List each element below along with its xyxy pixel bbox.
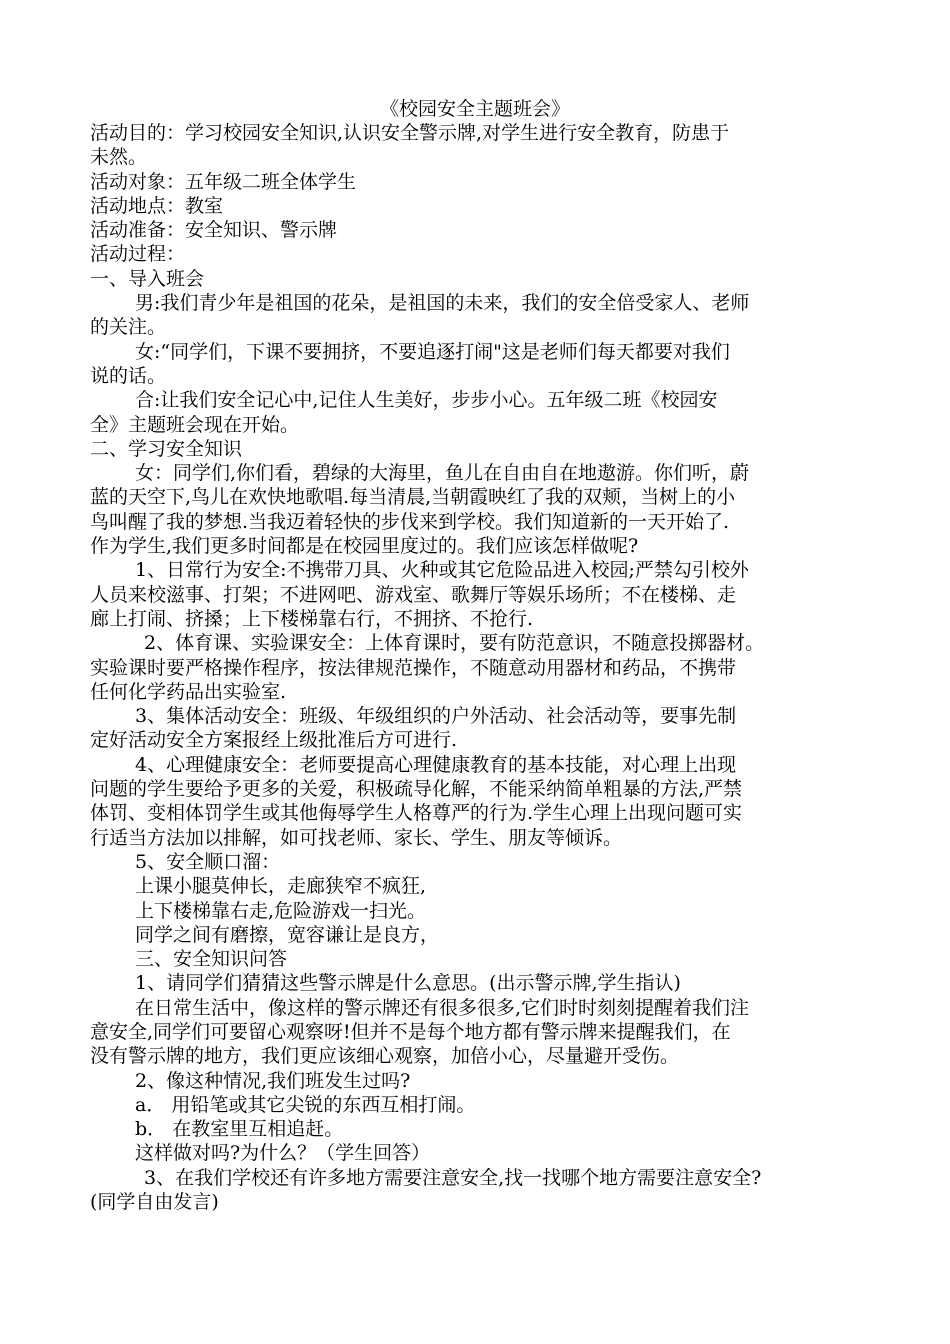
text-line: 全》主题班会现在开始。 — [90, 413, 300, 436]
text-line: 活动目的：学习校园安全知识,认识安全警示牌,对学生进行安全教育，防患于 — [90, 122, 730, 144]
document-body — [90, 121, 860, 1214]
text-line: 实验课时要严格操作程序，按法律规范操作，不随意动用器材和药品，不携带 — [90, 656, 737, 679]
text-line: 蓝的天空下,鸟儿在欢快地歌唱.每当清晨,当朝霞映红了我的双颊，当树上的小 — [90, 486, 736, 509]
text-line: 2、体育课、实验课安全：上体育课时，要有防范意识，不随意投掷器材。 — [144, 632, 765, 655]
text-line: a． 用铅笔或其它尖锐的东西互相打闹。 — [135, 1093, 476, 1116]
text-line: 5、安全顺口溜： — [135, 850, 281, 873]
text-line: 上课小腿莫伸长，走廊狭窄不疯狂, — [135, 875, 427, 898]
text-line: 的关注。 — [90, 316, 167, 339]
text-line: 廊上打闹、挤搡；上下楼梯靠右行，不拥挤、不抢行. — [90, 607, 534, 630]
text-line: 问题的学生要给予更多的关爱，积极疏导化解，不能采纳简单粗暴的方法,严禁 — [90, 778, 743, 801]
text-line: 女:“同学们，下课不要拥挤，不要追逐打闹"这是老师们每天都要对我们 — [135, 340, 730, 363]
text-line: (同学自由发言) — [90, 1191, 219, 1214]
text-line: 女：同学们,你们看，碧绿的大海里，鱼儿在自由自在地遨游。你们听，蔚 — [135, 462, 750, 485]
text-line: 二、学习安全知识 — [90, 437, 243, 460]
text-line: 2、像这种情况,我们班发生过吗? — [135, 1069, 411, 1092]
text-line: 行适当方法加以排解，如可找老师、家长、学生、朋友等倾诉。 — [90, 826, 623, 849]
text-line: 1、日常行为安全:不携带刀具、火种或其它危险品进入校园;严禁勾引校外 — [135, 559, 749, 582]
text-line: 在日常生活中，像这样的警示牌还有很多很多,它们时时刻刻提醒着我们注 — [135, 996, 750, 1019]
text-line: 合:让我们安全记心中,记住人生美好，步步小心。五年级二班《校园安 — [135, 389, 718, 412]
text-line: 没有警示牌的地方，我们更应该细心观察，加倍小心，尽量避开受伤。 — [90, 1045, 680, 1068]
text-line: 3、在我们学校还有许多地方需要注意安全,找一找哪个地方需要注意安全? — [144, 1166, 762, 1189]
text-line: 三、安全知识问答 — [135, 948, 288, 971]
text-line: 1、请同学们猜猜这些警示牌是什么意思。(出示警示牌,学生指认) — [135, 972, 681, 995]
text-line: 作为学生,我们更多时间都是在校园里度过的。我们应该怎样做呢? — [90, 535, 639, 558]
text-line: 活动地点：教室 — [90, 194, 224, 217]
text-line: 鸟叫醒了我的梦想.当我迈着轻快的步伐来到学校。我们知道新的一天开始了. — [90, 510, 730, 533]
document-title: 《校园安全主题班会》 — [379, 98, 570, 120]
text-line: 人员来校滋事、打架；不进网吧、游戏室、歌舞厅等娱乐场所；不在楼梯、走 — [90, 583, 737, 606]
text-line: 3、集体活动安全：班级、年级组织的户外活动、社会活动等，要事先制 — [135, 705, 737, 728]
text-line: 活动过程： — [90, 243, 186, 266]
text-line: 任何化学药品出实验室. — [90, 680, 287, 703]
text-line: 这样做对吗?为什么？（学生回答） — [135, 1142, 431, 1165]
text-line: 定好活动安全方案报经上级批准后方可进行. — [90, 729, 458, 752]
text-line: 4、心理健康安全：老师要提高心理健康教育的基本技能，对心理上出现 — [135, 753, 737, 776]
text-line: 活动准备：安全知识、警示牌 — [90, 219, 338, 242]
text-line: b． 在教室里互相追赶。 — [135, 1118, 344, 1141]
text-line: 未然。 — [90, 146, 148, 169]
text-line: 体罚、变相体罚学生或其他侮辱学生人格尊严的行为.学生心理上出现问题可实 — [90, 802, 743, 825]
text-line: 同学之间有磨擦，宽容谦让是良方， — [135, 923, 440, 946]
text-line: 上下楼梯靠右走,危险游戏一扫光。 — [135, 899, 427, 922]
text-line: 男:我们青少年是祖国的花朵，是祖国的未来，我们的安全倍受家人、老师 — [135, 292, 750, 315]
text-line: 说的话。 — [90, 364, 167, 387]
text-line: 活动对象：五年级二班全体学生 — [90, 170, 357, 193]
text-line: 意安全,同学们可要留心观察呀!但并不是每个地方都有警示牌来提醒我们，在 — [90, 1020, 731, 1043]
text-line: 一、导入班会 — [90, 267, 205, 290]
